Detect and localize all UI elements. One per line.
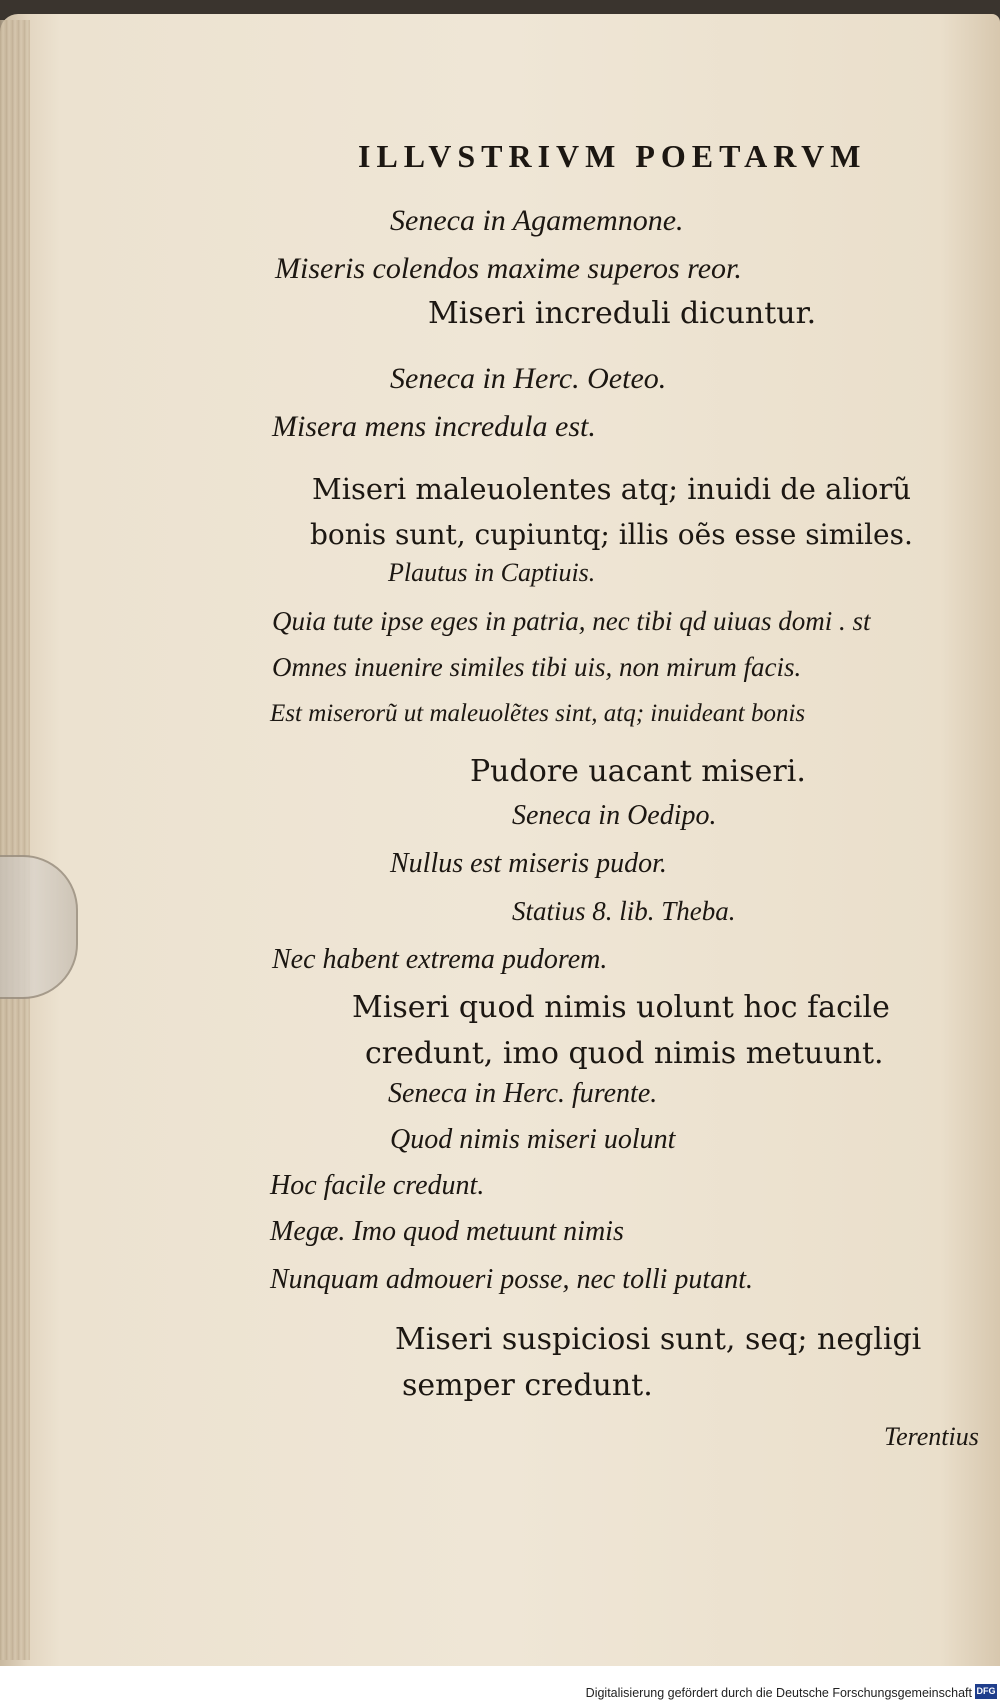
- catchword: Terentius: [884, 1422, 979, 1451]
- text-line: Miseri quod nimis uolunt hoc facile: [352, 990, 890, 1025]
- text-line: semper credunt.: [402, 1368, 653, 1403]
- digitization-credit: Digitalisierung gefördert durch die Deutsche Forschungsgemeinschaft: [585, 1686, 972, 1700]
- dfg-logo-icon: DFG: [975, 1684, 997, 1699]
- text-line: Quod nimis miseri uolunt: [390, 1124, 676, 1155]
- text-line: Miseri increduli dicuntur.: [428, 296, 817, 331]
- page-clip: [0, 855, 78, 999]
- text-line: Miseri suspiciosi sunt, seq; negligi: [395, 1322, 922, 1357]
- text-line: Nullus est miseris pudor.: [390, 848, 667, 879]
- text-line: Seneca in Herc. furente.: [388, 1078, 658, 1109]
- text-line: Omnes inuenire similes tibi uis, non mirum facis.: [272, 652, 802, 682]
- text-line: Quia tute ipse eges in patria, nec tibi qd uiuas domi . st: [272, 606, 871, 636]
- text-line: Nunquam admoueri posse, nec tolli putant.: [270, 1264, 753, 1295]
- text-line: Seneca in Oedipo.: [512, 800, 717, 831]
- page-stack-edge: [0, 20, 30, 1660]
- text-line: Pudore uacant miseri.: [470, 754, 806, 789]
- running-header: ILLVSTRIVM POETARVM: [358, 138, 867, 174]
- text-line: Nec habent extrema pudorem.: [272, 944, 608, 975]
- text-line: credunt, imo quod nimis metuunt.: [365, 1036, 884, 1071]
- text-line: Plautus in Captiuis.: [388, 558, 596, 587]
- text-line: Statius 8. lib. Theba.: [512, 896, 736, 926]
- text-line: Hoc facile credunt.: [270, 1170, 485, 1201]
- text-line: Seneca in Agamemnone.: [390, 204, 684, 237]
- text-line: Miseris colendos maxime superos reor.: [275, 252, 742, 285]
- text-line: Misera mens incredula est.: [272, 410, 596, 443]
- text-line: Megæ. Imo quod metuunt nimis: [270, 1216, 624, 1247]
- text-line: Seneca in Herc. Oeteo.: [390, 362, 667, 395]
- text-line: Miseri maleuolentes atq; inuidi de aliorũ: [312, 472, 912, 506]
- text-line: bonis sunt, cupiuntq; illis oẽs esse similes.: [310, 518, 913, 551]
- text-line: Est miserorũ ut maleuolẽtes sint, atq; inuideant bonis: [270, 700, 806, 727]
